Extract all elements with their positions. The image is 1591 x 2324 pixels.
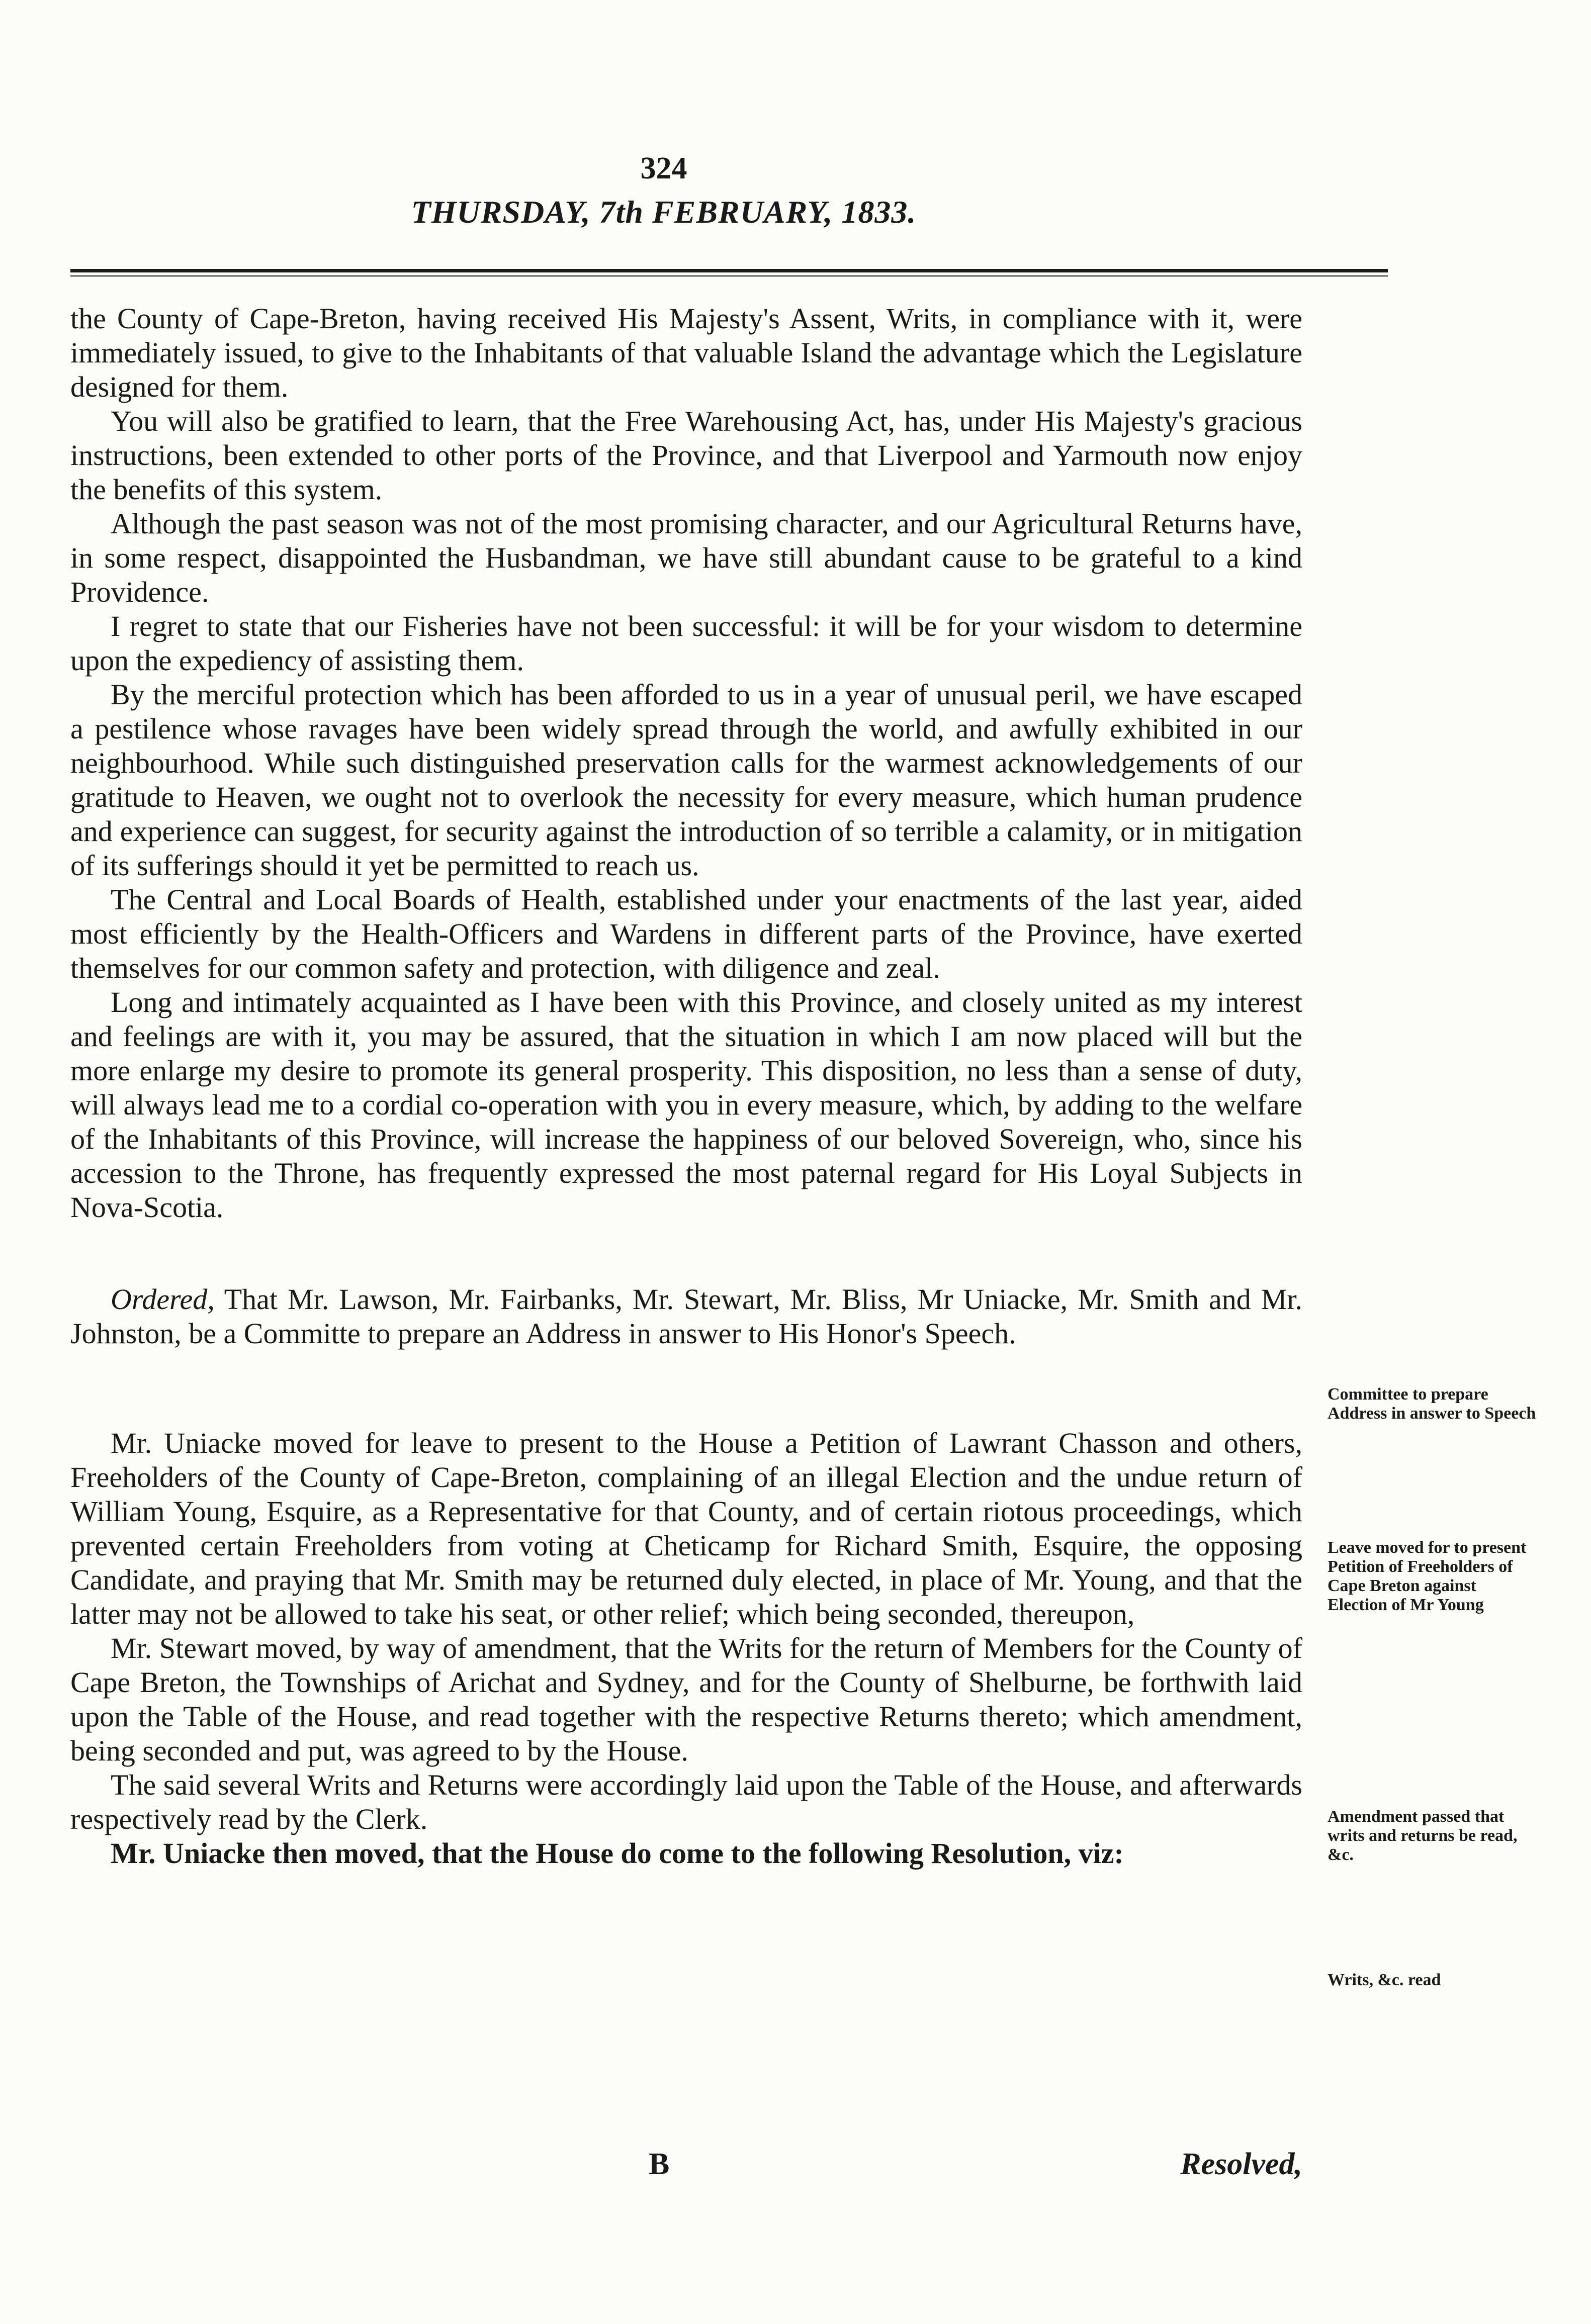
margin-note: Leave moved for to present Petition of Freeholders of Cape Breton against Election of Mr Young: [1328, 1538, 1527, 1614]
proceeding-paragraph: The said several Writs and Returns were accordingly laid upon the Table of the House, and afterwards respectively read by the Clerk.: [70, 1769, 1302, 1835]
paragraph: By the merciful protection which has been afforded to us in a year of unusual peril, we have escaped a pestilence whose ravages have been widely spread through the world, and awfully exhibited in our neighbourhood. While such distinguished preservation calls for the warmest acknowledgements of our gratitude to Heaven, we ought not to overlook the necessity for every measure, which human prudence and experience can suggest, for security against the introduction of so terrible a calamity, or in mitigation of its sufferings should it yet be permitted to reach us.: [70, 678, 1302, 882]
paragraph: Although the past season was not of the most promising character, and our Agricultural Returns have, in some respect, disappointed the Husbandman, we have still abundant cause to be grateful to a kind Providence.: [70, 507, 1302, 608]
page-number: 324: [640, 151, 687, 185]
ordered-lead: Ordered,: [111, 1283, 215, 1316]
proceeding-paragraph: Mr. Uniacke then moved, that the House do come to the following Resolution, viz:: [111, 1837, 1124, 1870]
running-head: THURSDAY, 7th FEBRUARY, 1833.: [411, 194, 917, 230]
body-text: [70, 302, 1302, 1871]
paragraph: I regret to state that our Fisheries have not been successful: it will be for your wisdom to determine upon the expediency of assisting them.: [70, 610, 1302, 677]
ordered-text: That Mr. Lawson, Mr. Fairbanks, Mr. Stewart, Mr. Bliss, Mr Uniacke, Mr. Smith and Mr. Johnston, be a Committe to prepare an Address in answer to His Honor's Speech.: [70, 1283, 1302, 1350]
paragraph: the County of Cape-Breton, having received His Majesty's Assent, Writs, in compliance with it, were immediately issued, to give to the Inhabitants of that valuable Island the advantage which the Legislature designed for them.: [70, 302, 1302, 403]
catchword: Resolved,: [1180, 2147, 1302, 2181]
margin-note: Writs, &c. read: [1328, 1971, 1441, 1989]
paragraph: You will also be gratified to learn, that the Free Warehousing Act, has, under His Majesty's gracious instructions, been extended to other ports of the Province, and that Liverpool and Yarmouth now enjoy the benefits of this system.: [70, 405, 1302, 506]
paragraph: The Central and Local Boards of Health, established under your enactments of the last year, aided most efficiently by the Health-Officers and Wardens in different parts of the Province, have exerted themselves for our common safety and protection, with diligence and zeal.: [70, 883, 1302, 984]
proceeding-paragraph: Mr. Stewart moved, by way of amendment, that the Writs for the return of Members for the County of Cape Breton, the Townships of Arichat and Sydney, and for the County of Shelburne, be forthwith laid upon the Table of the House, and read together with the respective Returns thereto; which amendment, being seconded and put, was agreed to by the House.: [70, 1632, 1302, 1767]
signature-mark: B: [649, 2147, 670, 2181]
margin-note: Committee to prepare Address in answer to Speech: [1328, 1385, 1536, 1423]
ordered-paragraph: [70, 1282, 1302, 1351]
paragraph: Long and intimately acquainted as I have been with this Province, and closely united as my interest and feelings are with it, you may be assured, that the situation in which I am now placed will but the more enlarge my desire to promote its general prosperity. This disposition, no less than a sense of duty, will always lead me to a cordial co-operation with you in every measure, which, by adding to the welfare of the Inhabitants of this Province, will increase the happiness of our beloved Sovereign, who, since his accession to the Throne, has frequently expressed the most paternal regard for His Loyal Subjects in Nova-Scotia.: [70, 986, 1302, 1224]
margin-note: Amendment passed that writs and returns be read, &c.: [1328, 1807, 1518, 1864]
proceeding-paragraph: Mr. Uniacke moved for leave to present to the House a Petition of Lawrant Chasson and others, Freeholders of the County of Cape-Breton, complaining of an illegal Election and the undue return of William Young, Esquire, as a Representative for that County, and of certain riotous proceedings, which prevented certain Freeholders from voting at Cheticamp for Richard Smith, Esquire, the opposing Candidate, and praying that Mr. Smith may be returned duly elected, in place of Mr. Young, and that the latter may not be allowed to take his seat, or other relief; which being seconded, thereupon,: [70, 1427, 1302, 1630]
header-rule: [70, 269, 1388, 276]
